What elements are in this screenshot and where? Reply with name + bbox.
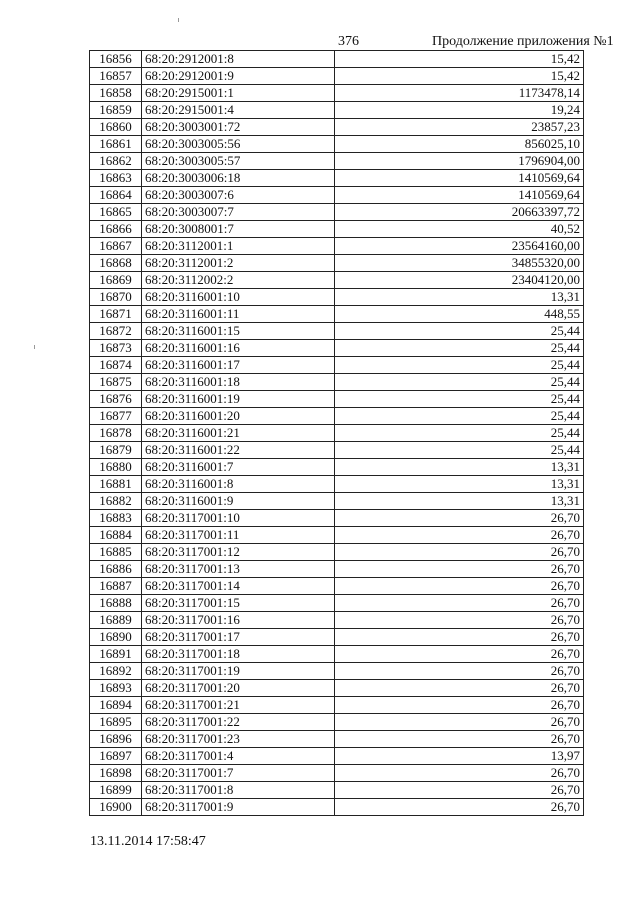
table-body	[90, 51, 584, 816]
cadastral-value-cell: 40,52	[335, 221, 584, 238]
cadastral-number-cell: 68:20:3003007:6	[142, 187, 335, 204]
cadastral-number-cell: 68:20:3116001:11	[142, 306, 335, 323]
table-row	[90, 170, 584, 187]
table-row	[90, 51, 584, 68]
row-number-cell: 16888	[90, 595, 142, 612]
table-row	[90, 782, 584, 799]
row-number-cell: 16881	[90, 476, 142, 493]
cadastral-value-cell: 13,97	[335, 748, 584, 765]
cadastral-value-cell: 25,44	[335, 340, 584, 357]
row-number-cell: 16871	[90, 306, 142, 323]
cadastral-value-cell: 1173478,14	[335, 85, 584, 102]
row-number-cell: 16867	[90, 238, 142, 255]
cadastral-number-cell: 68:20:3116001:18	[142, 374, 335, 391]
row-number-cell: 16895	[90, 714, 142, 731]
print-timestamp: 13.11.2014 17:58:47	[90, 834, 206, 849]
cadastral-number-cell: 68:20:3112001:1	[142, 238, 335, 255]
cadastral-value-cell: 25,44	[335, 442, 584, 459]
table-row	[90, 374, 584, 391]
cadastral-number-cell: 68:20:3117001:17	[142, 629, 335, 646]
cadastral-value-cell: 20663397,72	[335, 204, 584, 221]
row-number-cell: 16864	[90, 187, 142, 204]
row-number-cell: 16860	[90, 119, 142, 136]
table-row	[90, 357, 584, 374]
cadastral-value-cell: 26,70	[335, 595, 584, 612]
cadastral-number-cell: 68:20:3117001:11	[142, 527, 335, 544]
cadastral-value-cell: 448,55	[335, 306, 584, 323]
table-row	[90, 425, 584, 442]
cadastral-number-cell: 68:20:3117001:4	[142, 748, 335, 765]
cadastral-value-cell: 26,70	[335, 646, 584, 663]
cadastral-number-cell: 68:20:3117001:10	[142, 510, 335, 527]
row-number-cell: 16889	[90, 612, 142, 629]
cadastral-value-cell: 1410569,64	[335, 170, 584, 187]
cadastral-value-cell: 25,44	[335, 425, 584, 442]
cadastral-number-cell: 68:20:2912001:9	[142, 68, 335, 85]
row-number-cell: 16863	[90, 170, 142, 187]
cadastral-number-cell: 68:20:3117001:21	[142, 697, 335, 714]
cadastral-number-cell: 68:20:3112001:2	[142, 255, 335, 272]
row-number-cell: 16874	[90, 357, 142, 374]
row-number-cell: 16870	[90, 289, 142, 306]
row-number-cell: 16865	[90, 204, 142, 221]
row-number-cell: 16883	[90, 510, 142, 527]
cadastral-number-cell: 68:20:3003005:57	[142, 153, 335, 170]
row-number-cell: 16898	[90, 765, 142, 782]
cadastral-value-cell: 26,70	[335, 714, 584, 731]
cadastral-number-cell: 68:20:2915001:4	[142, 102, 335, 119]
table-row	[90, 646, 584, 663]
row-number-cell: 16873	[90, 340, 142, 357]
row-number-cell: 16893	[90, 680, 142, 697]
table-row	[90, 527, 584, 544]
row-number-cell: 16872	[90, 323, 142, 340]
row-number-cell: 16880	[90, 459, 142, 476]
cadastral-value-cell: 1410569,64	[335, 187, 584, 204]
table-row	[90, 680, 584, 697]
table-row	[90, 102, 584, 119]
cadastral-number-cell: 68:20:3116001:8	[142, 476, 335, 493]
row-number-cell: 16861	[90, 136, 142, 153]
cadastral-number-cell: 68:20:3116001:7	[142, 459, 335, 476]
table-row	[90, 442, 584, 459]
cadastral-number-cell: 68:20:3117001:19	[142, 663, 335, 680]
cadastral-number-cell: 68:20:3117001:20	[142, 680, 335, 697]
row-number-cell: 16875	[90, 374, 142, 391]
cadastral-number-cell: 68:20:3116001:19	[142, 391, 335, 408]
scan-mark	[34, 345, 35, 349]
row-number-cell: 16877	[90, 408, 142, 425]
table-row	[90, 204, 584, 221]
table-row	[90, 561, 584, 578]
table-row	[90, 714, 584, 731]
cadastral-number-cell: 68:20:3117001:13	[142, 561, 335, 578]
row-number-cell: 16879	[90, 442, 142, 459]
row-number-cell: 16882	[90, 493, 142, 510]
cadastral-number-cell: 68:20:3116001:22	[142, 442, 335, 459]
cadastral-value-cell: 23564160,00	[335, 238, 584, 255]
row-number-cell: 16856	[90, 51, 142, 68]
cadastral-value-cell: 26,70	[335, 782, 584, 799]
cadastral-value-cell: 26,70	[335, 680, 584, 697]
row-number-cell: 16884	[90, 527, 142, 544]
table-row	[90, 408, 584, 425]
cadastral-value-cell: 23857,23	[335, 119, 584, 136]
cadastral-number-cell: 68:20:3003007:7	[142, 204, 335, 221]
row-number-cell: 16876	[90, 391, 142, 408]
table-row	[90, 493, 584, 510]
table-row	[90, 272, 584, 289]
table-row	[90, 510, 584, 527]
table-row	[90, 119, 584, 136]
cadastral-value-cell: 26,70	[335, 578, 584, 595]
page-number: 376	[338, 34, 359, 49]
cadastral-value-cell: 26,70	[335, 612, 584, 629]
cadastral-number-cell: 68:20:2912001:8	[142, 51, 335, 68]
cadastral-number-cell: 68:20:3117001:15	[142, 595, 335, 612]
table-row	[90, 459, 584, 476]
cadastral-value-cell: 25,44	[335, 408, 584, 425]
table-row	[90, 544, 584, 561]
cadastral-value-cell: 34855320,00	[335, 255, 584, 272]
cadastral-number-cell: 68:20:3003006:18	[142, 170, 335, 187]
cadastral-value-cell: 26,70	[335, 697, 584, 714]
table-row	[90, 765, 584, 782]
cadastral-value-cell: 25,44	[335, 374, 584, 391]
row-number-cell: 16899	[90, 782, 142, 799]
cadastral-value-cell: 25,44	[335, 357, 584, 374]
cadastral-number-cell: 68:20:3117001:9	[142, 799, 335, 816]
cadastral-value-cell: 1796904,00	[335, 153, 584, 170]
row-number-cell: 16885	[90, 544, 142, 561]
row-number-cell: 16892	[90, 663, 142, 680]
table-row	[90, 595, 584, 612]
row-number-cell: 16896	[90, 731, 142, 748]
cadastral-value-cell: 15,42	[335, 51, 584, 68]
row-number-cell: 16857	[90, 68, 142, 85]
table-row	[90, 323, 584, 340]
row-number-cell: 16866	[90, 221, 142, 238]
cadastral-value-cell: 26,70	[335, 663, 584, 680]
cadastral-value-cell: 13,31	[335, 493, 584, 510]
cadastral-number-cell: 68:20:3003001:72	[142, 119, 335, 136]
cadastral-value-cell: 13,31	[335, 289, 584, 306]
cadastral-value-cell: 26,70	[335, 765, 584, 782]
row-number-cell: 16868	[90, 255, 142, 272]
cadastral-value-cell: 26,70	[335, 629, 584, 646]
cadastral-number-cell: 68:20:3117001:23	[142, 731, 335, 748]
cadastral-number-cell: 68:20:3116001:15	[142, 323, 335, 340]
cadastral-number-cell: 68:20:3116001:21	[142, 425, 335, 442]
cadastral-value-cell: 25,44	[335, 323, 584, 340]
cadastral-value-cell: 26,70	[335, 510, 584, 527]
cadastral-value-cell: 26,70	[335, 544, 584, 561]
cadastral-number-cell: 68:20:3116001:16	[142, 340, 335, 357]
table-row	[90, 476, 584, 493]
table-row	[90, 578, 584, 595]
cadastral-number-cell: 68:20:3117001:18	[142, 646, 335, 663]
table-row	[90, 85, 584, 102]
table-row	[90, 391, 584, 408]
table-row	[90, 153, 584, 170]
table-row	[90, 340, 584, 357]
row-number-cell: 16859	[90, 102, 142, 119]
scan-mark	[178, 18, 179, 22]
cadastral-number-cell: 68:20:3117001:14	[142, 578, 335, 595]
cadastral-number-cell: 68:20:3116001:9	[142, 493, 335, 510]
cadastral-number-cell: 68:20:3008001:7	[142, 221, 335, 238]
cadastral-number-cell: 68:20:3116001:17	[142, 357, 335, 374]
cadastral-value-cell: 26,70	[335, 561, 584, 578]
cadastral-value-cell: 25,44	[335, 391, 584, 408]
table-row	[90, 221, 584, 238]
row-number-cell: 16886	[90, 561, 142, 578]
page-caption: Продолжение приложения №1	[432, 34, 614, 49]
row-number-cell: 16891	[90, 646, 142, 663]
cadastral-value-cell: 26,70	[335, 527, 584, 544]
cadastral-number-cell: 68:20:2915001:1	[142, 85, 335, 102]
row-number-cell: 16887	[90, 578, 142, 595]
cadastral-number-cell: 68:20:3117001:7	[142, 765, 335, 782]
cadastral-number-cell: 68:20:3117001:22	[142, 714, 335, 731]
table-row	[90, 799, 584, 816]
cadastral-value-cell: 26,70	[335, 799, 584, 816]
row-number-cell: 16894	[90, 697, 142, 714]
table-row	[90, 748, 584, 765]
table-row	[90, 255, 584, 272]
table-row	[90, 663, 584, 680]
row-number-cell: 16900	[90, 799, 142, 816]
cadastral-number-cell: 68:20:3116001:10	[142, 289, 335, 306]
table-row	[90, 697, 584, 714]
table-row	[90, 187, 584, 204]
cadastral-number-cell: 68:20:3112002:2	[142, 272, 335, 289]
table-row	[90, 289, 584, 306]
table-row	[90, 731, 584, 748]
cadastral-number-cell: 68:20:3116001:20	[142, 408, 335, 425]
row-number-cell: 16858	[90, 85, 142, 102]
row-number-cell: 16869	[90, 272, 142, 289]
row-number-cell: 16890	[90, 629, 142, 646]
row-number-cell: 16897	[90, 748, 142, 765]
cadastral-value-cell: 23404120,00	[335, 272, 584, 289]
table-row	[90, 612, 584, 629]
cadastral-value-cell: 19,24	[335, 102, 584, 119]
cadastral-number-cell: 68:20:3117001:12	[142, 544, 335, 561]
cadastral-number-cell: 68:20:3003005:56	[142, 136, 335, 153]
cadastral-number-cell: 68:20:3117001:8	[142, 782, 335, 799]
cadastral-value-cell: 13,31	[335, 459, 584, 476]
cadastral-value-cell: 26,70	[335, 731, 584, 748]
cadastral-value-cell: 856025,10	[335, 136, 584, 153]
table-row	[90, 629, 584, 646]
row-number-cell: 16878	[90, 425, 142, 442]
cadastral-value-cell: 15,42	[335, 68, 584, 85]
cadastral-value-table	[89, 50, 584, 816]
row-number-cell: 16862	[90, 153, 142, 170]
table-row	[90, 136, 584, 153]
cadastral-number-cell: 68:20:3117001:16	[142, 612, 335, 629]
table-row	[90, 306, 584, 323]
table-row	[90, 68, 584, 85]
table-row	[90, 238, 584, 255]
cadastral-value-cell: 13,31	[335, 476, 584, 493]
